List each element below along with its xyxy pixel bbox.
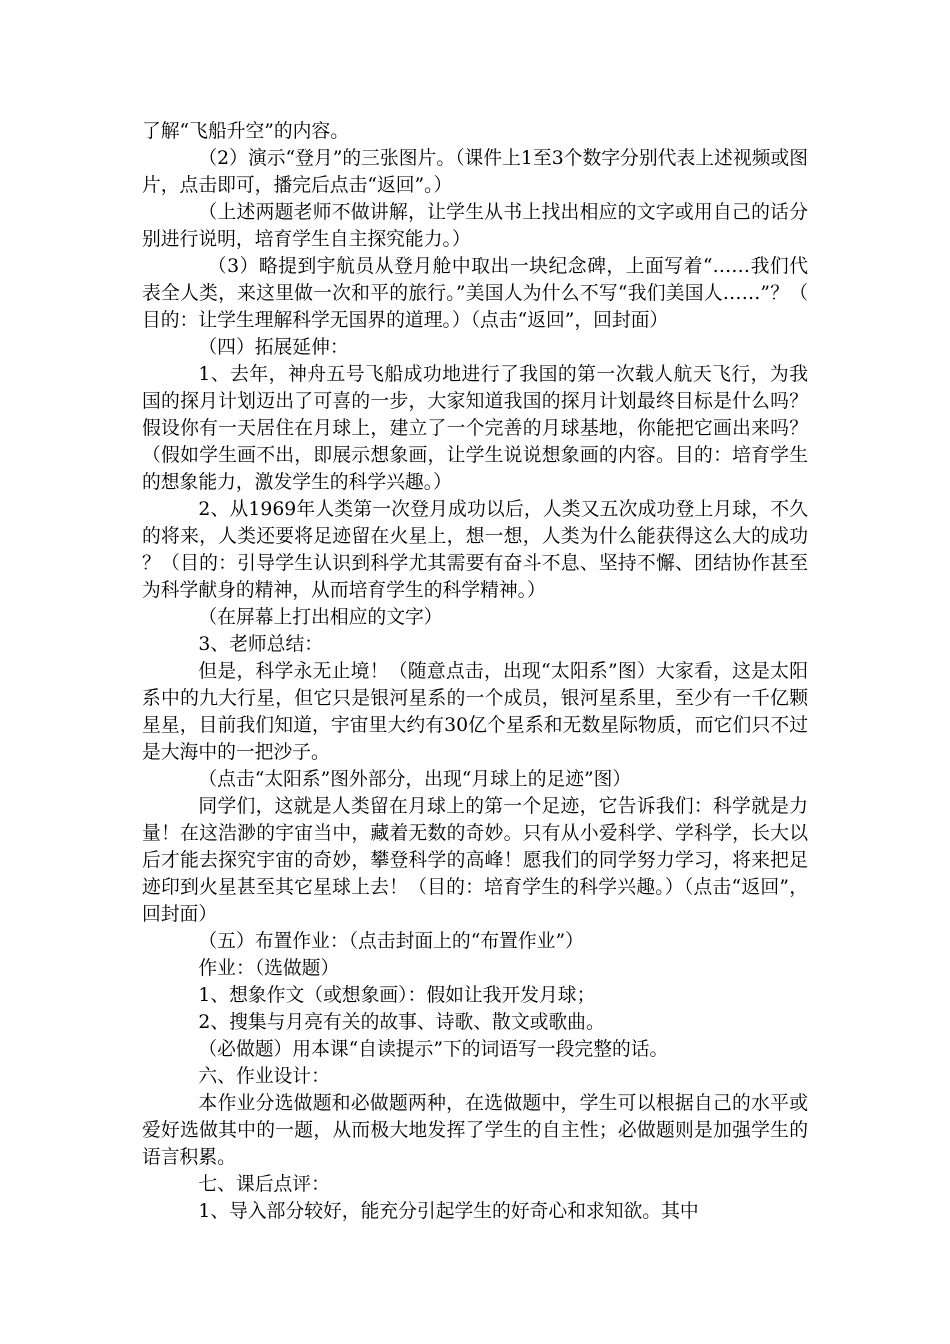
- paragraph-19: 本作业分选做题和必做题两种，在选做题中，学生可以根据自己的水平或爱好选做其中的一题，从而极大地发挥了学生的自主性；必做题则是加强学生的语言积累。: [142, 1093, 808, 1168]
- paragraph-9: 3、老师总结：: [198, 634, 324, 655]
- paragraph-7: 2、从1969年人类第一次登月成功以后，人类又五次成功登上月球，不久的将来，人类还要将足迹留在火星上，想一想，人类为什么能获得这么大的成功？（目的：引导学生认识到科学尤其需要有奋斗不息、坚持不懈、团结协作甚至为科学献身的精神，从而培育学生的科学精神。）: [142, 499, 808, 601]
- paragraph-2: （2）演示“登月”的三张图片。（课件上1至3个数字分别代表上述视频或图片，点击即可，播完后点击“返回”。）: [142, 148, 808, 196]
- paragraph-17: （必做题）用本课“自读提示”下的词语写一段完整的话。: [198, 1039, 669, 1060]
- paragraph-6: 1、去年，神舟五号飞船成功地进行了我国的第一次载人航天飞行，为我国的探月计划迈出了可喜的一步，大家知道我国的探月计划最终目标是什么吗？假设你有一天居住在月球上，建立了一个完善的月球基地，你能把它画出来吗？（假如学生画不出，即展示想象画，让学生说说想象画的内容。目的：培育学生的想象能力，激发学生的科学兴趣。）: [142, 364, 808, 493]
- paragraph-10: 但是，科学永无止境！（随意点击，出现“太阳系”图）大家看，这是太阳系中的九大行星，但它只是银河星系的一个成员，银河星系里，至少有一千亿颗星星，目前我们知道，宇宙里大约有30亿个星系和无数星际物质，而它们只不过是大海中的一把沙子。: [142, 661, 808, 763]
- paragraph-15: 1、想象作文（或想象画）：假如让我开发月球；: [198, 985, 596, 1006]
- paragraph-16: 2、搜集与月亮有关的故事、诗歌、散文或歌曲。: [198, 1012, 605, 1033]
- paragraph-21: 1、导入部分较好，能充分引起学生的好奇心和求知欲。其中: [198, 1201, 699, 1222]
- paragraph-11: （点击“太阳系”图外部分，出现“月球上的足迹”图）: [198, 769, 632, 790]
- paragraph-4: （3）略提到宇航员从登月舱中取出一块纪念碑，上面写着“……我们代表全人类，来这里做一次和平的旅行。”美国人为什么不写“我们美国人……”？（目的：让学生理解科学无国界的道理。）（点击“返回”，回封面）: [142, 256, 808, 331]
- paragraph-1: 了解“飞船升空”的内容。: [142, 121, 350, 142]
- section-heading-homework: （五）布置作业：（点击封面上的“布置作业”）: [198, 931, 584, 952]
- paragraph-3: （上述两题老师不做讲解，让学生从书上找出相应的文字或用自己的话分别进行说明，培育学生自主探究能力。）: [142, 202, 808, 250]
- paragraph-8: （在屏幕上打出相应的文字）: [198, 607, 443, 628]
- document-page: [142, 118, 808, 1225]
- section-heading-extension: （四）拓展延伸：: [198, 337, 349, 358]
- section-heading-review: 七、课后点评：: [198, 1174, 330, 1195]
- paragraph-14: 作业：（选做题）: [198, 958, 340, 979]
- section-heading-homework-design: 六、作业设计：: [198, 1066, 330, 1087]
- paragraph-12: 同学们，这就是人类留在月球上的第一个足迹，它告诉我们：科学就是力量！在这浩渺的宇宙当中，藏着无数的奇妙。只有从小爱科学、学科学，长大以后才能去探究宇宙的奇妙，攀登科学的高峰！愿我们的同学努力学习，将来把足迹印到火星甚至其它星球上去！（目的：培育学生的科学兴趣。）（点击“返回”，回封面）: [142, 796, 808, 925]
